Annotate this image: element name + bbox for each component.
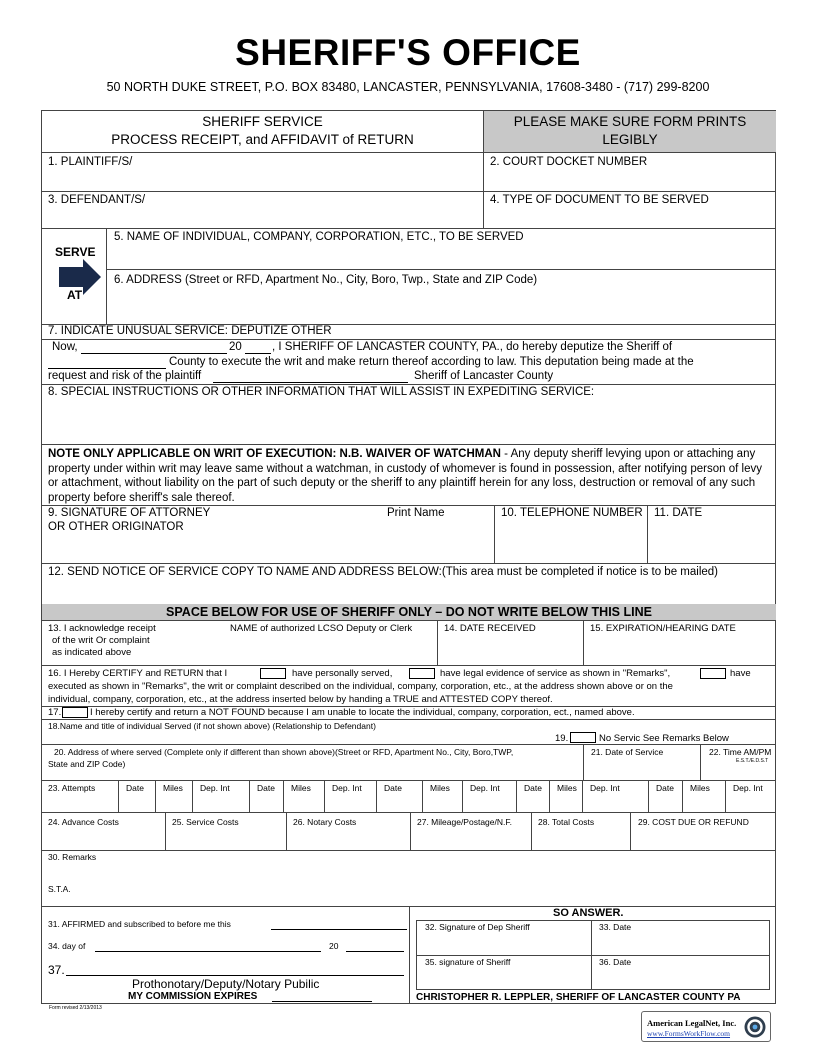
- attempt-divider: [648, 780, 649, 812]
- plaintiff-label[interactable]: 1. PLAINTIFF/S/: [48, 156, 133, 168]
- sheriff-only-heading: SPACE BELOW FOR USE OF SHERIFF ONLY – DO NOT WRITE BELOW THIS LINE: [166, 605, 652, 619]
- telephone-label[interactable]: 10. TELEPHONE NUMBER: [501, 507, 643, 519]
- personally-served-checkbox[interactable]: [260, 668, 286, 679]
- plaintiff-blank[interactable]: [213, 382, 408, 383]
- certify-text-3: individual, company, corporation, etc., at the address inserted below by handing a TRUE and ATTESTED COPY thereof.: [48, 694, 553, 705]
- affirmed-blank[interactable]: [271, 929, 407, 930]
- serve-name-label[interactable]: 5. NAME OF INDIVIDUAL, COMPANY, CORPORATION, ETC., TO BE SERVED: [114, 231, 524, 243]
- attempts-label: 23. Attempts: [48, 783, 96, 793]
- day-of-label: 34. day of: [48, 941, 86, 951]
- watchman-note: NOTE ONLY APPLICABLE ON WRIT OF EXECUTION: N.B. WAIVER OF WATCHMAN - Any deputy sheriff levying upon or attaching any property under within writ may leave same without a watchman, in custody of whomever is found in possession, after notifying person of levy or attachment, without liability on the part of such deputy or the sheriff to any plaintiff herein for any loss, destruction or removal of any such property before sheriff's sale thereof.: [48, 448, 762, 504]
- county-blank[interactable]: [48, 368, 166, 369]
- sheriff-date-label[interactable]: 36. Date: [599, 957, 632, 967]
- commission-blank[interactable]: [272, 1001, 372, 1002]
- banner-right-2: LEGIBLY: [602, 132, 658, 147]
- attempt-divider: [725, 780, 726, 812]
- day-of-year-label: 20: [329, 941, 339, 951]
- served-address-label-2: State and ZIP Code): [48, 759, 126, 769]
- banner-left-1: SHERIFF SERVICE: [202, 114, 323, 129]
- serve-address-label[interactable]: 6. ADDRESS (Street or RFD, Apartment No., City, Boro, Twp., State and ZIP Code): [114, 274, 538, 286]
- executed-checkbox[interactable]: [700, 668, 726, 679]
- defendant-label[interactable]: 3. DEFENDANT/S/: [48, 194, 146, 206]
- attempt-divider: [118, 780, 119, 812]
- not-found-checkbox[interactable]: [62, 707, 88, 718]
- remarks-label[interactable]: 30. Remarks: [48, 852, 97, 862]
- service-costs-label[interactable]: 25. Service Costs: [172, 817, 239, 827]
- sheriff-name-label: CHRISTOPHER R. LEPPLER, SHERIFF OF LANCASTER COUNTY PA: [416, 992, 741, 1003]
- attempt-col-14[interactable]: Dep. Int: [733, 783, 763, 793]
- sheriff-signature-label[interactable]: 35. signature of Sheriff: [425, 957, 511, 967]
- attempt-col-8[interactable]: Dep. Int: [470, 783, 500, 793]
- advance-costs-label[interactable]: 24. Advance Costs: [48, 817, 119, 827]
- expiration-label[interactable]: 15. EXPIRATION/HEARING DATE: [590, 623, 736, 634]
- attempt-divider: [682, 780, 683, 812]
- brand-url[interactable]: www.FormsWorkFlow.com: [647, 1029, 731, 1038]
- notary-costs-label[interactable]: 26. Notary Costs: [293, 817, 357, 827]
- attempt-divider: [324, 780, 325, 812]
- attempt-col-4[interactable]: Miles: [291, 783, 311, 793]
- brand-name: American LegalNet, Inc.: [647, 1018, 737, 1028]
- notary-signature-blank[interactable]: [66, 975, 404, 976]
- attempt-divider: [516, 780, 517, 812]
- so-answer-label: SO ANSWER.: [553, 907, 624, 919]
- receipt-label-3: as indicated above: [52, 647, 132, 658]
- date-label[interactable]: 11. DATE: [654, 507, 703, 519]
- attempt-col-5[interactable]: Dep. Int: [332, 783, 362, 793]
- docket-label[interactable]: 2. COURT DOCKET NUMBER: [490, 156, 648, 168]
- form-frame: [41, 110, 776, 1004]
- twenty-label: 20: [229, 341, 242, 353]
- page-title: SHERIFF'S OFFICE: [235, 32, 581, 73]
- legal-evidence-label: have legal evidence of service as shown in "Remarks",: [440, 668, 671, 679]
- attempt-col-11[interactable]: Dep. Int: [590, 783, 620, 793]
- served-address-label[interactable]: 20. Address of where served (Complete only if different than shown above)(Street or RFD, Apartment No., City, Boro,TWP,: [54, 747, 514, 757]
- special-instructions-label[interactable]: 8. SPECIAL INSTRUCTIONS OR OTHER INFORMATION THAT WILL ASSIST IN EXPEDITING SERVICE:: [48, 386, 595, 398]
- office-address: 50 NORTH DUKE STREET, P.O. BOX 83480, LANCASTER, PENNSYLVANIA, 17608-3480 - (717) 299-8200: [106, 80, 710, 94]
- notice-address-label[interactable]: 12. SEND NOTICE OF SERVICE COPY TO NAME AND ADDRESS BELOW:(This area must be completed if notice is to be mailed): [48, 566, 718, 578]
- attempt-col-13[interactable]: Miles: [690, 783, 710, 793]
- deputize-text: , I SHERIFF OF LANCASTER COUNTY, PA., do hereby deputize the Sheriff of: [272, 341, 673, 353]
- form-revised-label: Form revised 2/13/2013: [49, 1005, 102, 1011]
- attempt-col-7[interactable]: Miles: [430, 783, 450, 793]
- time-label[interactable]: 22. Time AM/PM: [709, 747, 772, 757]
- prothonotary-label: Prothonotary/Deputy/Notary Pubilic: [132, 977, 320, 991]
- now-blank[interactable]: [81, 353, 227, 354]
- deputy-clerk-label[interactable]: NAME of authorized LCSO Deputy or Clerk: [230, 623, 413, 634]
- now-label: Now,: [52, 341, 78, 353]
- not-found-label: I hereby certify and return a NOT FOUND because I am unable to locate the individual, company, corporation, ect., named above.: [90, 707, 635, 718]
- cost-due-label[interactable]: 29. COST DUE OR REFUND: [638, 817, 749, 827]
- personally-served-label: have personally served,: [292, 668, 393, 679]
- originator-label: OR OTHER ORIGINATOR: [48, 521, 184, 533]
- deputize-text-3: request and risk of the plaintiff: [48, 370, 202, 382]
- attempt-col-2[interactable]: Dep. Int: [200, 783, 230, 793]
- deputize-text-2: County to execute the writ and make return thereof according to law. This deputation being made at the: [169, 356, 694, 368]
- attempt-divider: [462, 780, 463, 812]
- no-service-checkbox[interactable]: [570, 732, 596, 743]
- document-type-label[interactable]: 4. TYPE OF DOCUMENT TO BE SERVED: [490, 194, 709, 206]
- day-of-blank[interactable]: [95, 951, 321, 952]
- attempt-col-1[interactable]: Miles: [163, 783, 183, 793]
- attempt-col-3[interactable]: Date: [257, 783, 275, 793]
- receipt-label-2: of the writ Or complaint: [52, 635, 150, 646]
- serve-label: SERVE: [55, 245, 96, 259]
- date-of-service-label[interactable]: 21. Date of Service: [591, 747, 664, 757]
- attempt-divider: [376, 780, 377, 812]
- receipt-label: 13. I acknowledge receipt: [48, 623, 156, 634]
- no-service-number: 19.: [555, 733, 569, 744]
- attempt-divider: [582, 780, 583, 812]
- attempt-divider: [249, 780, 250, 812]
- attempt-divider: [422, 780, 423, 812]
- commission-label: MY COMMISSION EXPIRES: [128, 991, 258, 1002]
- mileage-label[interactable]: 27. Mileage/Postage/N.F.: [417, 817, 512, 827]
- day-of-year-blank[interactable]: [346, 951, 404, 952]
- dep-sheriff-signature-label[interactable]: 32. Signature of Dep Sheriff: [425, 922, 530, 932]
- attorney-signature-label[interactable]: 9. SIGNATURE OF ATTORNEY: [48, 507, 211, 519]
- certify-label: 16. I Hereby CERTIFY and RETURN that I: [48, 668, 228, 679]
- year-blank[interactable]: [245, 353, 271, 354]
- attempt-divider: [549, 780, 550, 812]
- attempt-divider: [155, 780, 156, 812]
- have-label: have: [730, 668, 751, 679]
- brand-logo-icon: [743, 1015, 767, 1039]
- affirmed-label: 31. AFFIRMED and subscribed to before me this: [48, 919, 231, 929]
- dep-sheriff-date-label[interactable]: 33. Date: [599, 922, 632, 932]
- attempt-col-0[interactable]: Date: [126, 783, 144, 793]
- not-found-number: 17.: [48, 707, 62, 718]
- deputize-text-4: Sheriff of Lancaster County: [414, 370, 554, 382]
- brand-badge[interactable]: [641, 1011, 771, 1042]
- attempt-col-10[interactable]: Miles: [557, 783, 577, 793]
- attempt-col-12[interactable]: Date: [656, 783, 674, 793]
- no-service-label: No Servic See Remarks Below: [599, 733, 729, 744]
- attempt-col-6[interactable]: Date: [384, 783, 402, 793]
- unusual-service-label: 7. INDICATE UNUSUAL SERVICE: DEPUTIZE OTHER: [48, 325, 332, 337]
- served-name-label[interactable]: 18.Name and title of individual Served (if not shown above) (Relationship to Defendant): [48, 721, 376, 731]
- time-zone-label: E.S.T./E.D.S.T: [736, 758, 769, 764]
- attempt-divider: [192, 780, 193, 812]
- notary-signature-number: 37.: [48, 963, 65, 977]
- certify-text-2: executed as shown in "Remarks", the writ or complaint described on the individual, company, corporation, etc., at the address shown above or on the: [48, 681, 673, 692]
- sta-label: S.T.A.: [48, 884, 71, 894]
- banner-right-1: PLEASE MAKE SURE FORM PRINTS: [513, 114, 747, 129]
- legal-evidence-checkbox[interactable]: [409, 668, 435, 679]
- at-label: AT: [67, 288, 83, 302]
- date-received-label[interactable]: 14. DATE RECEIVED: [444, 623, 536, 634]
- attempt-col-9[interactable]: Date: [524, 783, 542, 793]
- attempt-divider: [283, 780, 284, 812]
- total-costs-label[interactable]: 28. Total Costs: [538, 817, 595, 827]
- print-name-label[interactable]: Print Name: [387, 507, 445, 519]
- banner-left-2: PROCESS RECEIPT, and AFFIDAVIT of RETURN: [111, 132, 414, 147]
